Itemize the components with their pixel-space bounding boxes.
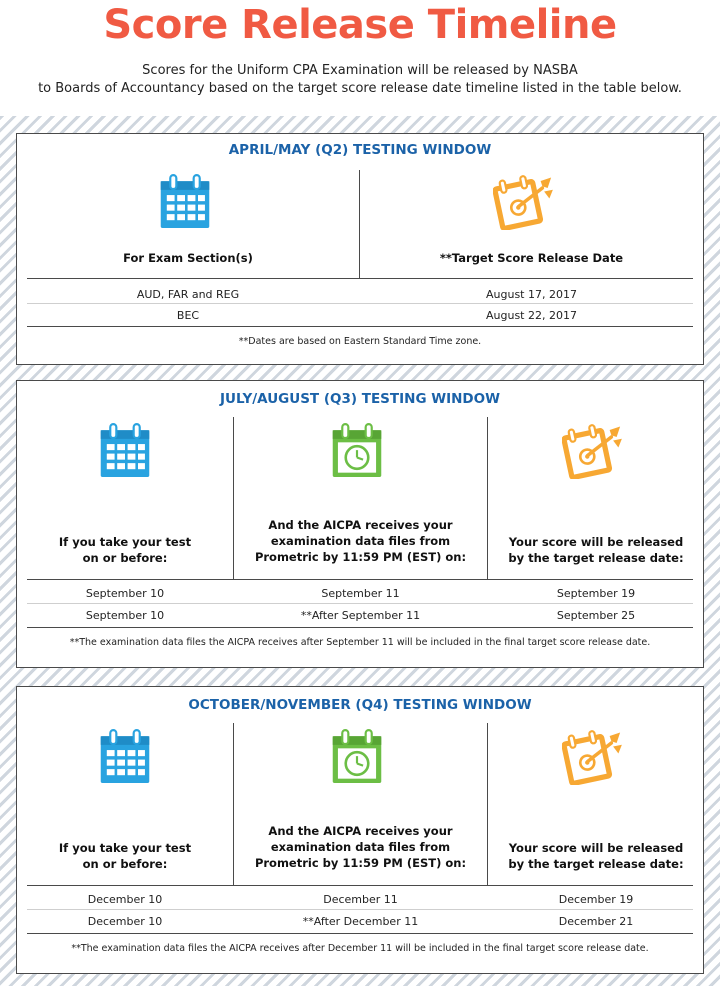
table-row: September 11 (321, 587, 400, 600)
q4-col1-header-line1: If you take your test (58, 841, 192, 855)
q2-header-rule (27, 278, 693, 279)
q3-col3-header-line2: by the target release date: (508, 551, 684, 565)
q4-col3-header-line1: Your score will be released (508, 841, 684, 855)
q2-col1-header: For Exam Section(s) (123, 251, 253, 265)
q4-panel (16, 686, 704, 974)
clock-calendar-icon (331, 423, 383, 479)
page-subtitle (0, 62, 720, 98)
q4-col3-header-line2: by the target release date: (508, 857, 684, 871)
q3-header-rule (27, 579, 693, 580)
q3-col3-header (488, 534, 704, 566)
q3-col3-header-line1: Your score will be released (508, 535, 684, 549)
q3-heading: JULY/AUGUST (Q3) TESTING WINDOW (219, 391, 501, 407)
table-row: BEC (176, 309, 200, 322)
table-row: December 10 (87, 893, 163, 906)
q4-col1-header-line2: on or before: (82, 857, 168, 871)
target-icon (562, 423, 624, 479)
q4-header-rule (27, 885, 693, 886)
table-row: **After December 11 (302, 915, 419, 928)
q2-panel (16, 133, 704, 365)
q4-col2-header-line3: Prometric by 11:59 PM (EST) on: (254, 856, 467, 870)
q3-footnote: **The examination data files the AICPA receives after September 11 will be included in the final target score release date. (69, 637, 651, 648)
table-row: September 25 (556, 609, 636, 622)
q3-col1-header-line1: If you take your test (58, 535, 192, 549)
q4-col1-header (17, 840, 233, 872)
target-icon (493, 174, 555, 230)
q2-row-rule (27, 303, 693, 304)
table-row: September 10 (85, 587, 165, 600)
q3-col2-header-line2: examination data files from (270, 534, 451, 548)
q4-footnote: **The examination data files the AICPA receives after December 11 will be included in the final target score release date. (71, 943, 649, 954)
target-icon (562, 729, 624, 785)
table-row: August 22, 2017 (486, 309, 577, 322)
calendar-icon (159, 174, 211, 230)
q3-col1-header (17, 534, 233, 566)
table-row: September 19 (556, 587, 636, 600)
calendar-icon (99, 423, 151, 479)
q4-col2-header (234, 823, 487, 871)
table-row: AUD, FAR and REG (136, 288, 240, 301)
q4-col2-header-line1: And the AICPA receives your (268, 824, 453, 838)
table-row: December 11 (323, 893, 398, 906)
table-row: August 17, 2017 (486, 288, 577, 301)
q3-col2-header-line1: And the AICPA receives your (268, 518, 453, 532)
table-row: December 19 (558, 893, 634, 906)
q2-bottom-rule (27, 326, 693, 327)
q4-bottom-rule (27, 933, 693, 934)
page-title: Score Release Timeline (103, 2, 617, 48)
q3-panel (16, 380, 704, 668)
table-row: **After September 11 (300, 609, 421, 622)
clock-calendar-icon (331, 729, 383, 785)
q3-row-rule (27, 603, 693, 604)
q4-heading: OCTOBER/NOVEMBER (Q4) TESTING WINDOW (188, 697, 532, 713)
q3-col2-header-line3: Prometric by 11:59 PM (EST) on: (254, 550, 467, 564)
table-row: December 10 (87, 915, 163, 928)
subtitle-line-1: Scores for the Uniform CPA Examination will be released by NASBA (142, 63, 578, 78)
q3-col2-header (234, 517, 487, 565)
table-row: September 10 (85, 609, 165, 622)
q3-col1-header-line2: on or before: (82, 551, 168, 565)
q2-heading: APRIL/MAY (Q2) TESTING WINDOW (228, 142, 492, 158)
q3-bottom-rule (27, 627, 693, 628)
calendar-icon (99, 729, 151, 785)
table-row: December 21 (558, 915, 634, 928)
q4-row-rule (27, 909, 693, 910)
q4-col3-header (488, 840, 704, 872)
q2-footnote: **Dates are based on Eastern Standard Time zone. (238, 336, 482, 347)
q2-col2-header: **Target Score Release Date (439, 251, 624, 265)
subtitle-line-2: to Boards of Accountancy based on the target score release date timeline listed in the table below. (38, 81, 682, 96)
q4-col2-header-line2: examination data files from (270, 840, 451, 854)
